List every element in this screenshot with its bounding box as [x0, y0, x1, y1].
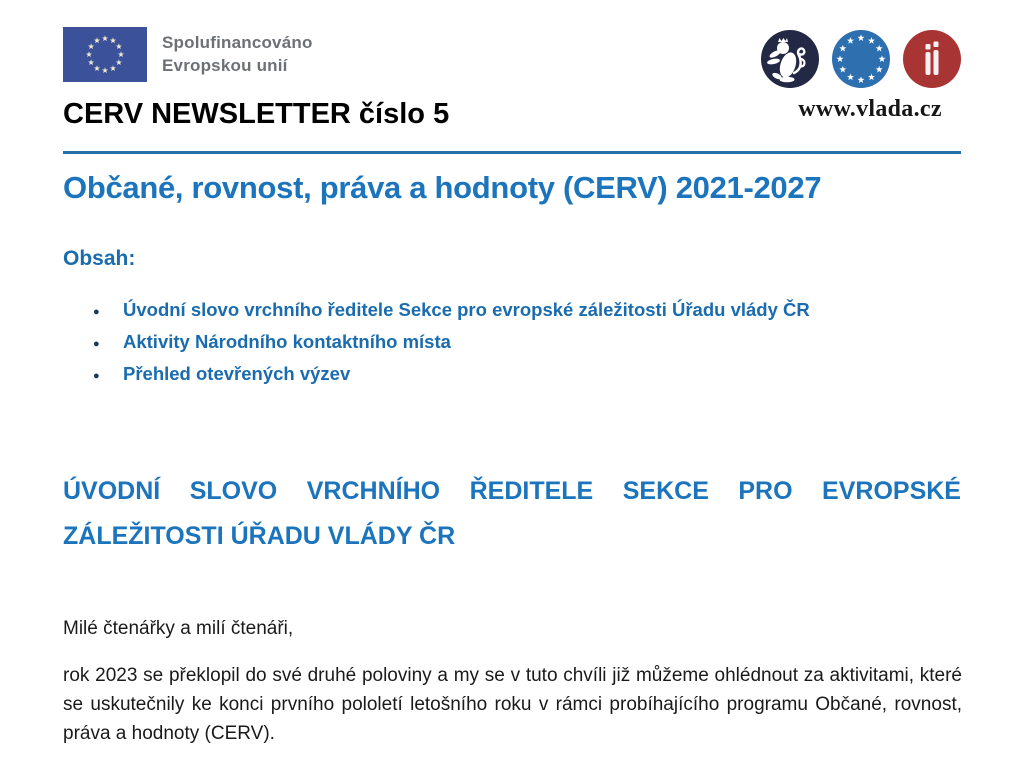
government-columns-icon	[902, 29, 962, 89]
program-heading: Občané, rovnost, práva a hodnoty (CERV) 2021-2027	[63, 170, 822, 205]
czech-lion-icon	[760, 29, 820, 89]
intro-line: se uskutečnily ke konci prvního pololetí letošního roku v rámci probíhajícího programu Občané, rovnost,	[63, 694, 962, 715]
newsletter-title: CERV NEWSLETTER číslo 5	[63, 98, 450, 130]
eu-cofund-logo	[63, 27, 313, 82]
eu-cofund-label	[162, 32, 313, 77]
section-heading	[63, 476, 961, 551]
intro-line: rok 2023 se překlopil do své druhé poloviny a my se v tuto chvíli již můžeme ohlédnout za aktivitami, které	[63, 665, 962, 686]
eu-cofund-label-line1: Spolufinancováno	[162, 33, 313, 53]
eu-cofund-label-line2: Evropskou unií	[162, 55, 288, 75]
section-heading-line1: ÚVODNÍ SLOVO VRCHNÍHO ŘEDITELE SEKCE PRO EVROPSKÉ	[63, 477, 961, 505]
intro-paragraph	[63, 661, 962, 748]
toc-list	[63, 299, 810, 395]
horizontal-rule	[63, 151, 961, 154]
government-logos	[760, 29, 962, 89]
toc-item-aktivity-nkm: ● Aktivity Národního kontaktního místa	[63, 331, 810, 352]
toc-item-prehled-vyzev: ● Přehled otevřených výzev	[63, 363, 810, 384]
toc-label: Obsah:	[63, 247, 136, 270]
eu-stars-circle-icon	[831, 29, 891, 89]
eu-flag-icon	[63, 27, 147, 82]
vlada-website-link[interactable]: www.vlada.cz	[798, 96, 942, 122]
section-heading-line2: ZÁLEŽITOSTI ÚŘADU VLÁDY ČR	[63, 522, 456, 550]
salutation-text: Milé čtenářky a milí čtenáři,	[63, 618, 294, 639]
intro-line: práva a hodnoty (CERV).	[63, 723, 275, 744]
toc-item-uvodni-slovo: ● Úvodní slovo vrchního ředitele Sekce pro evropské záležitosti Úřadu vlády ČR	[63, 299, 810, 320]
